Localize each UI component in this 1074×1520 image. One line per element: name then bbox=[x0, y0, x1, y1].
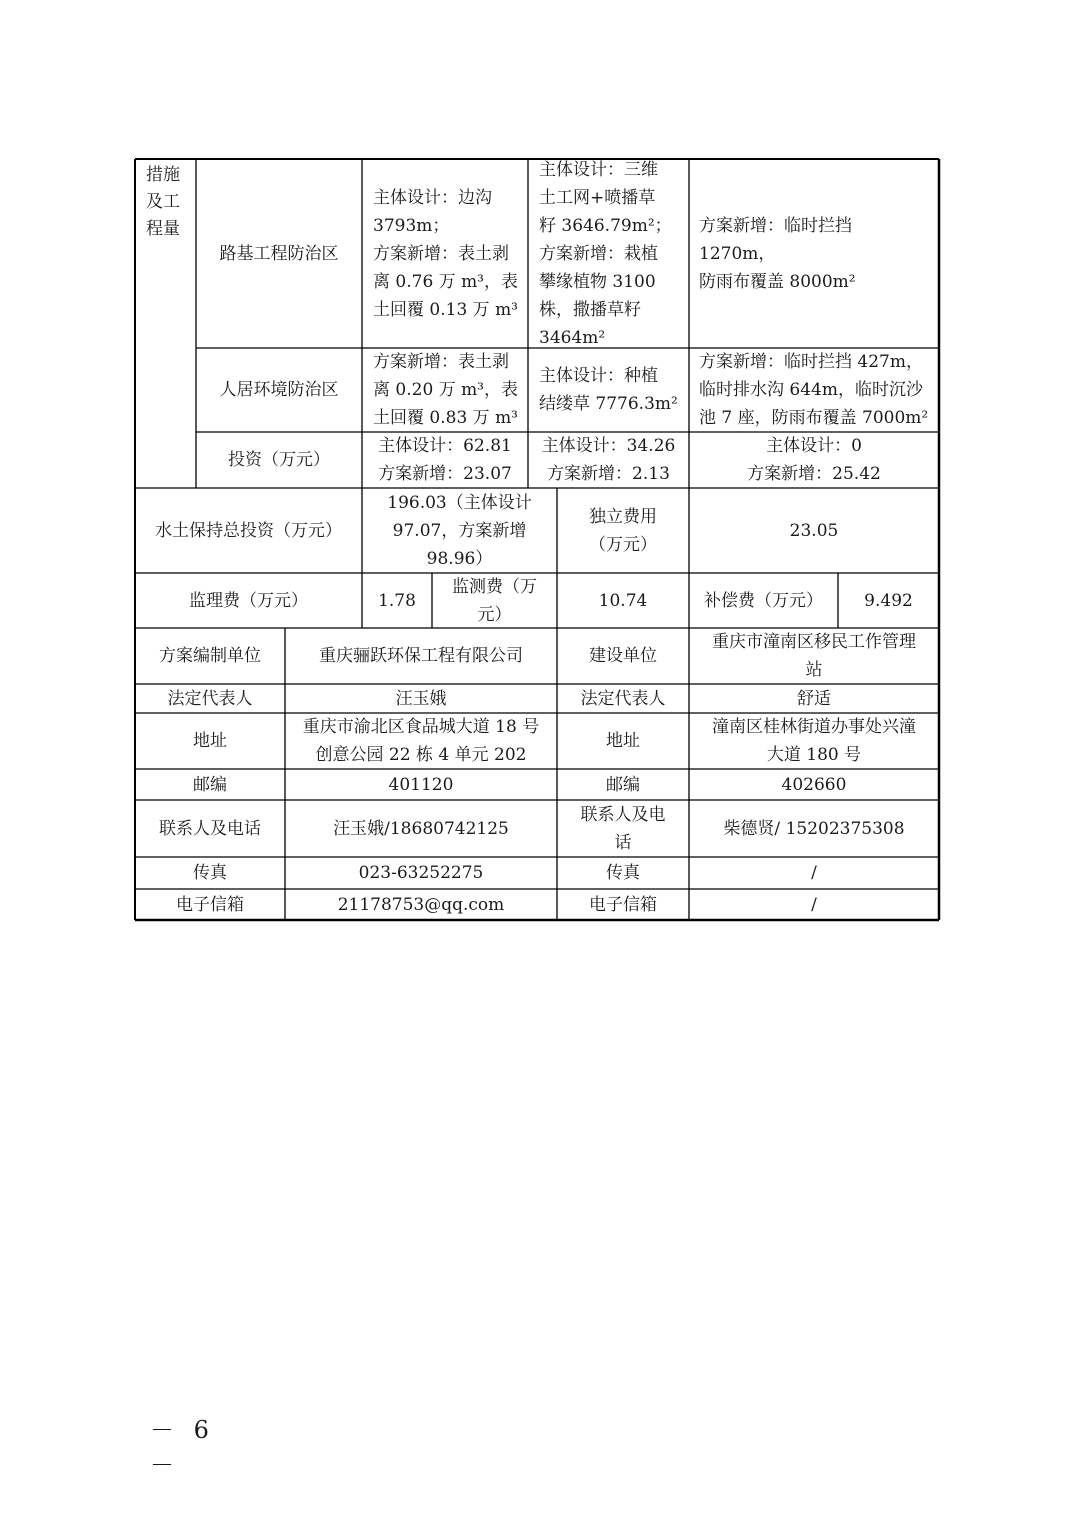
supervision-fee-value: 1.78 bbox=[378, 590, 416, 611]
zip-value-left: 401120 bbox=[388, 774, 454, 795]
roadbed-engineering-measures: 主体设计：边沟 3793m； 方案新增：表土剥 离 0.76 万 m³，表 土回覆 0.13 万 m³ bbox=[373, 187, 518, 320]
compensation-fee-value: 9.492 bbox=[864, 590, 913, 611]
rep-label-right: 法定代表人 bbox=[580, 688, 666, 709]
monitoring-fee-label: 监测费（万 元） bbox=[452, 576, 537, 625]
independent-cost-value: 23.05 bbox=[789, 520, 839, 541]
address-label-right: 地址 bbox=[606, 731, 640, 751]
fax-label-left: 传真 bbox=[193, 863, 227, 883]
roadbed-plant-measures: 主体设计：三维 土工网+喷播草 籽 3646.79m²； 方案新增：栽植 攀缘植物 3100 株，撒播草籽 3464m² bbox=[539, 159, 672, 348]
builder-label: 建设单位 bbox=[589, 646, 657, 666]
supervision-fee-label: 监理费（万元） bbox=[189, 590, 308, 611]
measures-label: 措施 及工 程量 bbox=[146, 165, 180, 239]
fax-value-right: / bbox=[811, 863, 817, 883]
contact-value-left: 汪玉娥/18680742125 bbox=[333, 818, 509, 839]
total-investment-value: 196.03（主体设计 97.07，方案新增 98.96） bbox=[387, 492, 532, 569]
email-value-left: 21178753@qq.com bbox=[337, 894, 505, 915]
roadbed-zone-label: 路基工程防治区 bbox=[219, 243, 339, 264]
investment-label: 投资（万元） bbox=[228, 450, 330, 470]
compiler-value: 重庆骊跃环保工程有限公司 bbox=[319, 646, 523, 666]
residential-engineering-measures: 方案新增：表土剥 离 0.20 万 m³，表 土回覆 0.83 万 m³ bbox=[373, 352, 518, 428]
zip-value-right: 402660 bbox=[781, 774, 847, 795]
rep-label-left: 法定代表人 bbox=[167, 688, 253, 709]
independent-cost-label: 独立费用 （万元） bbox=[589, 506, 657, 555]
page-number: － 6 － bbox=[150, 1416, 215, 1479]
compensation-fee-label: 补偿费（万元） bbox=[704, 590, 823, 611]
investment-engineering: 主体设计：62.81 方案新增：23.07 bbox=[378, 436, 512, 484]
investment-plant: 主体设计：34.26 方案新增：2.13 bbox=[541, 436, 676, 484]
residential-zone-label: 人居环境防治区 bbox=[219, 380, 339, 400]
fax-label-right: 传真 bbox=[606, 863, 640, 883]
address-value-right: 潼南区桂林街道办事处兴潼 大道 180 号 bbox=[712, 717, 916, 765]
residential-temporary-measures: 方案新增：临时拦挡 427m， 临时排水沟 644m，临时沉沙 池 7 座，防雨布覆盖 7000m² bbox=[699, 352, 929, 428]
contact-value-right: 柴德贤/ 15202375308 bbox=[723, 818, 905, 839]
total-investment-label: 水土保持总投资（万元） bbox=[155, 520, 342, 541]
email-value-right: / bbox=[811, 894, 817, 915]
email-label-right: 电子信箱 bbox=[589, 894, 657, 915]
zip-label-left: 邮编 bbox=[193, 774, 227, 795]
rep-value-left: 汪玉娥 bbox=[395, 688, 447, 709]
builder-value: 重庆市潼南区移民工作管理 站 bbox=[712, 632, 916, 680]
rep-value-right: 舒适 bbox=[797, 688, 831, 709]
monitoring-fee-value: 10.74 bbox=[598, 590, 648, 611]
address-label-left: 地址 bbox=[193, 731, 227, 751]
email-label-left: 电子信箱 bbox=[176, 894, 244, 915]
contact-label-right: 联系人及电 话 bbox=[580, 804, 666, 853]
compiler-label: 方案编制单位 bbox=[159, 646, 261, 666]
zip-label-right: 邮编 bbox=[606, 774, 640, 795]
residential-plant-measures: 主体设计：种植 结缕草 7776.3m² bbox=[539, 366, 678, 414]
contact-label-left: 联系人及电话 bbox=[159, 818, 261, 839]
investment-temporary: 主体设计：0 方案新增：25.42 bbox=[747, 436, 881, 484]
address-value-left: 重庆市渝北区食品城大道 18 号 创意公园 22 栋 4 单元 202 bbox=[302, 717, 540, 765]
fax-value-left: 023-63252275 bbox=[358, 863, 484, 883]
roadbed-temporary-measures: 方案新增：临时拦挡 1270m， 防雨布覆盖 8000m² bbox=[699, 215, 856, 292]
